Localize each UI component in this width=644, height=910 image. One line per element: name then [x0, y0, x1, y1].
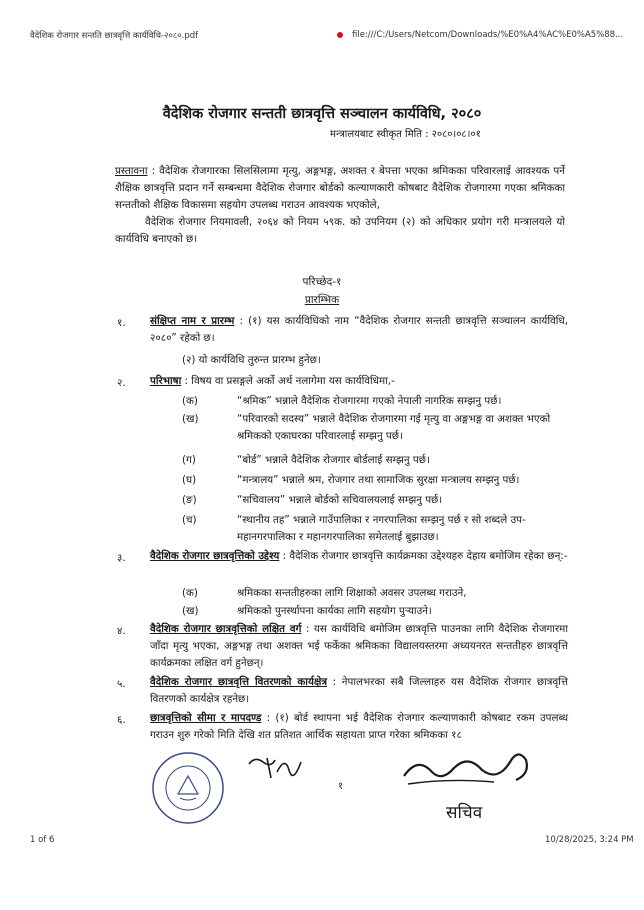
section-6-text: : (१) बोर्ड स्थापना भई वैदेशिक रोजगार कल्याणकारी कोषबाट रकम उपलब्ध गराउन शुरु गरेको मिति देखि शत प्रतिशत आर्थिक सहायता प्राप्त गरेका श्रमिकका १८	[150, 712, 569, 741]
record-dot-icon	[337, 32, 343, 38]
official-seal-icon	[150, 750, 226, 826]
section-1	[150, 313, 568, 347]
chapter-name: प्रारम्भिक	[304, 294, 340, 306]
initials-signature	[245, 752, 305, 782]
section-5	[150, 674, 568, 708]
print-timestamp: 10/28/2025, 3:24 PM	[545, 835, 634, 845]
preamble-label: प्रस्तावना	[115, 165, 148, 177]
secretary-label: सचिव	[446, 803, 483, 823]
section-4-text: : यस कार्यविधि बमोजिम छात्रवृत्ति पाउनका लागि वैदेशिक रोजगारमा जाँदा मृत्यु भएका, अङ्गभङ्ग तथा अशक्त भई फर्केका श्रमिकका विद्यालयस्तरमा अध्ययनरत सन्ततीहरु छात्रवृत्ति कार्यक्रमका लक्षित वर्ग हुनेछन्।	[150, 623, 568, 669]
section-2-text: : विषय वा प्रसङ्गले अर्को अर्थ नलागेमा यस कार्यविधिमा,-	[184, 375, 395, 387]
section-1-text: : (१) यस कार्यविधिको नाम “वैदेशिक रोजगार सन्तती छात्रवृत्ति सञ्चालन कार्यविधि, २०८०” रहेको छ।	[150, 315, 568, 344]
section-6	[150, 710, 568, 744]
preamble-text: : वैदेशिक रोजगारका सिलसिलामा मृत्यु, अङ्गभङ्ग, अशक्त र बेपत्ता भएका श्रमिकका परिवारलाई आवश्यक पर्ने शैक्षिक छात्रवृत्ति प्रदान गर्ने सम्बन्धमा वैदेशिक रोजगार बोर्डको कल्याणकारी कोषबाट वैदेशिक रोजगारमा गएका श्रमिकका सन्ततीको शैक्षिक विकासमा सहयोग उपलब्ध गराउन आवश्यक भएकोले,	[115, 165, 565, 211]
preamble	[115, 163, 565, 248]
approval-date: मन्त्रालयबाट स्वीकृत मिति : २०८०।०८।०१	[330, 129, 481, 140]
page-center-number: १	[338, 781, 344, 792]
section-1-sub2: (२) यो कार्यविधि तुरुन्त प्रारम्भ हुनेछ।	[182, 354, 321, 366]
section-3-text: : वैदेशिक रोजगार छात्रवृत्ति कार्यक्रमका उद्देश्यहरु देहाय बमोजिम रहेका छन्:-	[282, 550, 568, 562]
section-6-label: छात्रवृत्तिको सीमा र मापदण्ड	[150, 712, 262, 724]
section-3	[150, 548, 568, 565]
section-3-number: ३.	[117, 552, 126, 564]
section-3-label: वैदेशिक रोजगार छात्रवृत्तिको उद्देश्य	[150, 550, 280, 562]
section-4-label: वैदेशिक रोजगार छात्रवृत्तिको लक्षित वर्ग	[150, 623, 302, 635]
section-6-number: ६.	[117, 714, 126, 726]
section-2-label: परिभाषा	[150, 375, 182, 387]
section-2-number: २.	[117, 377, 126, 389]
chapter-number: परिच्छेद-१	[302, 276, 342, 288]
browser-print-header-left: वैदेशिक रोजगार सन्तति छात्रवृत्ति कार्यविधि-२०८०.pdf	[30, 31, 199, 41]
browser-print-header-right: file:///C:/Users/Netcom/Downloads/%E0%A4%AC%E0%A5%88...	[352, 30, 624, 40]
document-title: वैदेशिक रोजगार सन्तती छात्रवृत्ति सञ्चालन कार्यविधि, २०८०	[162, 106, 482, 122]
section-4	[150, 621, 568, 672]
secretary-signature	[398, 742, 538, 797]
section-2	[150, 373, 568, 390]
section-5-number: ५.	[117, 678, 126, 690]
section-1-label: संक्षिप्त नाम र प्रारम्भ	[150, 315, 235, 327]
section-4-number: ४.	[117, 625, 126, 637]
section-5-label: वैदेशिक रोजगार छात्रवृत्ति वितरणको कार्यक्षेत्र	[150, 676, 328, 688]
page-count: 1 of 6	[30, 835, 55, 845]
section-1-number: १.	[117, 317, 126, 329]
section-5-text: : नेपालभरका सबै जिल्लाहरु यस वैदेशिक रोजगार छात्रवृत्ति वितरणको कार्यक्षेत्र रहनेछ।	[150, 676, 568, 705]
preamble-text2: वैदेशिक रोजगार नियमावली, २०६४ को नियम ५९क. को उपनियम (२) को अधिकार प्रयोग गरी मन्त्रालयले यो कार्यविधि बनाएको छ।	[115, 216, 565, 245]
